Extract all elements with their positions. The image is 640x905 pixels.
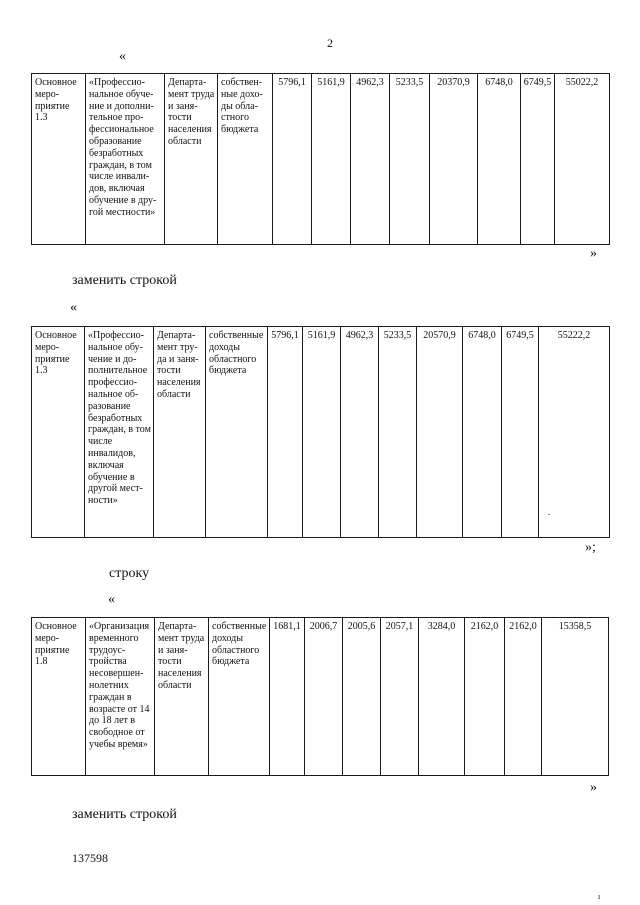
- funding-source-cell: собственные доходы областного бюджета: [218, 74, 273, 245]
- value-cell: 2057,1: [381, 618, 419, 776]
- total-cell: 55022,2: [555, 74, 610, 245]
- replace-instruction: заменить строкой: [72, 273, 177, 288]
- value-cell: 6748,0: [478, 74, 521, 245]
- executor-cell: Департамент труда и занятости населения области: [154, 327, 206, 538]
- value-cell: 6749,5: [502, 327, 539, 538]
- open-quote: «: [108, 592, 115, 607]
- value-cell: 4962,3: [341, 327, 379, 538]
- document-code: 137598: [72, 851, 108, 865]
- value-cell: 5796,1: [273, 74, 312, 245]
- value-cell: 5233,5: [390, 74, 430, 245]
- value-cell: 2006,7: [305, 618, 343, 776]
- executor-cell: Департамент труда и занятости населения области: [165, 74, 218, 245]
- executor-cell: Департамент труда и занятости населения области: [155, 618, 209, 776]
- value-cell: 5161,9: [312, 74, 351, 245]
- value-cell: 4962,3: [351, 74, 390, 245]
- measure-cell: Основное мероприятие 1.3: [32, 327, 85, 538]
- table-row: [32, 327, 610, 538]
- open-quote: «: [70, 300, 77, 315]
- corner-mark: ı: [598, 892, 601, 901]
- table-row: [32, 74, 610, 245]
- total-cell: 55222,2: [539, 327, 610, 538]
- table-row: [32, 618, 609, 776]
- value-cell: 5796,1: [268, 327, 303, 538]
- stray-dot: .: [548, 507, 551, 517]
- value-cell: 6749,5: [521, 74, 555, 245]
- measure-cell: Основное мероприятие 1.8: [32, 618, 86, 776]
- table-original-row-1-3: [31, 73, 610, 245]
- value-cell: 1681,1: [270, 618, 305, 776]
- value-cell: 5161,9: [303, 327, 341, 538]
- value-cell: 20570,9: [417, 327, 463, 538]
- funding-source-cell: собственные доходы областного бюджета: [209, 618, 270, 776]
- value-cell: 3284,0: [419, 618, 465, 776]
- total-cell: 15358,5: [542, 618, 609, 776]
- open-quote: «: [119, 49, 126, 64]
- measure-title-cell: «Организация временного трудоустройства несовершеннолетних граждан в возрасте от 14 до 18 лет в свободное от учебы время»: [86, 618, 155, 776]
- close-quote: »: [590, 246, 597, 261]
- close-quote: »: [590, 780, 597, 795]
- value-cell: 2162,0: [505, 618, 542, 776]
- replace-instruction: заменить строкой: [72, 807, 177, 822]
- page-number: 2: [327, 36, 333, 50]
- value-cell: 5233,5: [379, 327, 417, 538]
- measure-title-cell: «Профессиональное обучение и дополнительное профессиональное образование безработных граждан, в том числе инвалидов, включая обучение в другой местности»: [85, 327, 154, 538]
- close-quote-semicolon: »;: [585, 540, 596, 555]
- table-original-row-1-8: [31, 617, 609, 776]
- row-label: строку: [109, 566, 150, 581]
- measure-cell: Основное мероприятие 1.3: [32, 74, 86, 245]
- funding-source-cell: собственные доходы областного бюджета: [206, 327, 268, 538]
- table-new-row-1-3: [31, 326, 610, 538]
- value-cell: 6748,0: [463, 327, 502, 538]
- value-cell: 20370,9: [430, 74, 478, 245]
- value-cell: 2162,0: [465, 618, 505, 776]
- value-cell: 2005,6: [343, 618, 381, 776]
- measure-title-cell: «Профессиональное обучение и дополнительное профессиональное образование безработных граждан, в том числе инвалидов, включая обучение в другой местности»: [86, 74, 165, 245]
